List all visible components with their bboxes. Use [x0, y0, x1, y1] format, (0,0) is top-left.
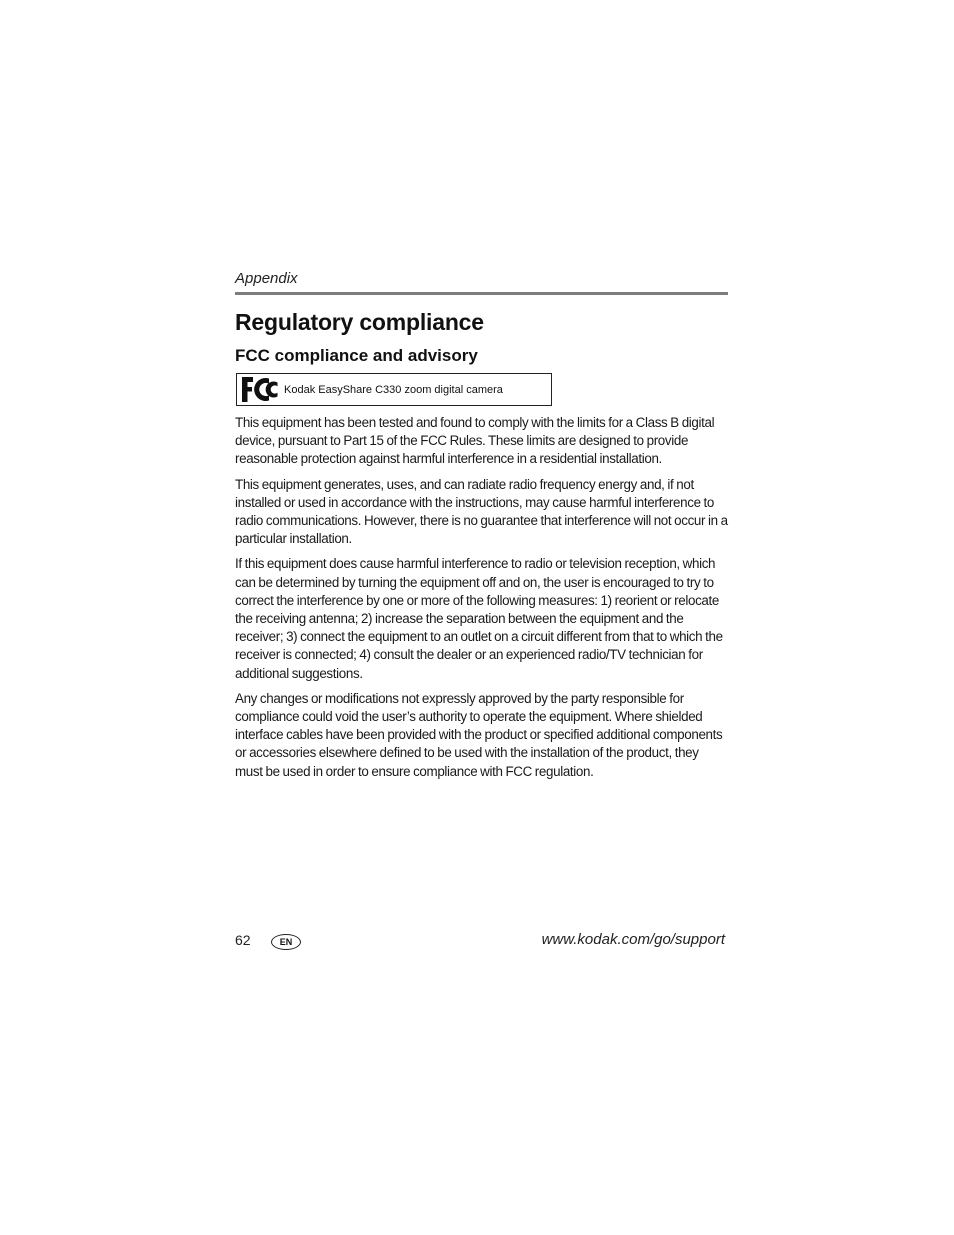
header-rule	[235, 292, 728, 295]
paragraph: Any changes or modifications not expressly approved by the party responsible for compliance could void the user’s authority to operate the equipment. Where shielded interface cables have been provided with the product or specified additional components or accessories elsewhere defined to be used with the installation of the product, they must be used in order to ensure compliance with FCC regulation.	[235, 690, 723, 779]
fcc-label-box	[236, 373, 552, 406]
section-heading: FCC compliance and advisory	[235, 346, 478, 365]
paragraph: This equipment generates, uses, and can radiate radio frequency energy and, if not installed or used in accordance with the instructions, may cause harmful interference to radio communications. However, there is no guarantee that interference will not occur in a particular installation.	[235, 476, 728, 547]
page-title: Regulatory compliance	[235, 309, 484, 335]
body-text	[235, 414, 728, 788]
running-header: Appendix	[235, 270, 298, 287]
page-footer	[235, 931, 728, 953]
paragraph: This equipment has been tested and found to comply with the limits for a Class B digital device, pursuant to Part 15 of the FCC Rules. These limits are designed to provide reasonable protection against harmful interference in a residential installation.	[235, 415, 715, 467]
language-badge: EN	[271, 934, 301, 950]
product-label: Kodak EasyShare C330 zoom digital camera	[284, 383, 503, 396]
paragraph: If this equipment does cause harmful interference to radio or television reception, which can be determined by turning the equipment off and on, the user is encouraged to try to correct the interference by one or more of the following measures: 1) reorient or relocate the receiving antenna; 2) increase the separation between the equipment and the receiver; 3) connect the equipment to an outlet on a circuit different from that to which the receiver is connected; 4) consult the dealer or an experienced radio/TV technician for additional suggestions.	[235, 556, 723, 681]
manual-page	[235, 0, 728, 1235]
fcc-logo-icon	[240, 374, 280, 405]
page-number: 62	[235, 932, 251, 948]
support-url-link[interactable]: www.kodak.com/go/support	[541, 931, 725, 948]
